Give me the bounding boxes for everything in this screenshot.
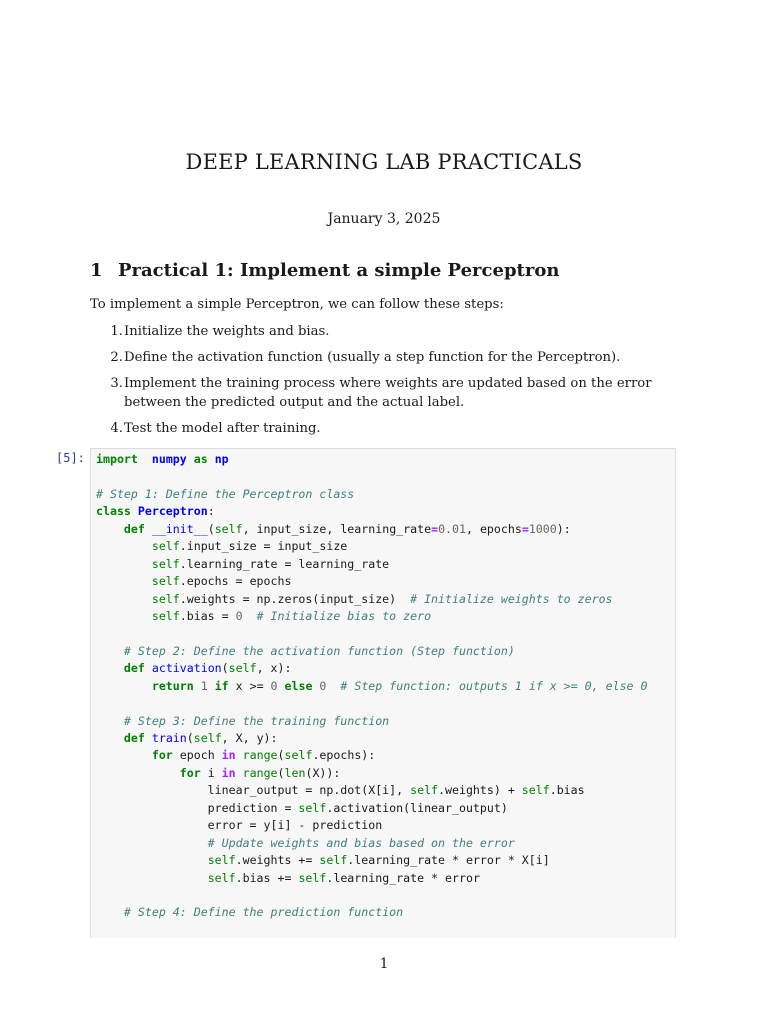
code-token: self bbox=[151, 591, 180, 606]
code-token: ( bbox=[207, 521, 215, 536]
code-line bbox=[96, 538, 675, 555]
code-token: for bbox=[179, 765, 201, 780]
code-token: def bbox=[123, 521, 145, 536]
code-token: .input_size = input_size bbox=[179, 539, 348, 554]
code-token: # Initialize weights to zeros bbox=[410, 591, 613, 606]
code-line bbox=[96, 678, 675, 695]
code-token: self bbox=[228, 661, 257, 676]
code-line bbox=[96, 817, 675, 834]
code-token bbox=[145, 522, 152, 536]
code-token: 1000 bbox=[528, 521, 557, 536]
code-token bbox=[96, 679, 152, 693]
list-item-text: Test the model after training. bbox=[124, 421, 321, 436]
code-token bbox=[131, 504, 138, 518]
code-token: activation bbox=[151, 661, 222, 676]
code-token: range bbox=[242, 748, 278, 763]
code-token: class bbox=[96, 504, 131, 519]
cell-prompt: [5]: bbox=[56, 451, 85, 465]
code-line bbox=[96, 521, 675, 538]
code-token: in bbox=[221, 748, 236, 763]
code-token: self bbox=[151, 539, 180, 554]
code-block bbox=[91, 449, 675, 922]
code-token: ): bbox=[556, 521, 571, 536]
code-token bbox=[208, 452, 215, 466]
code-token: len bbox=[284, 765, 306, 780]
code-token bbox=[194, 679, 201, 693]
code-token: .bias bbox=[549, 783, 585, 798]
code-token: self bbox=[521, 783, 550, 798]
code-token bbox=[138, 452, 152, 466]
code-token: for bbox=[151, 748, 173, 763]
code-token: , X, y): bbox=[221, 731, 278, 745]
code-token bbox=[229, 679, 236, 693]
code-line bbox=[96, 660, 675, 677]
code-token bbox=[96, 644, 124, 658]
code-line bbox=[96, 782, 675, 799]
code-line bbox=[96, 503, 675, 520]
code-token bbox=[208, 679, 215, 693]
code-line bbox=[96, 591, 675, 608]
code-line bbox=[96, 468, 675, 485]
code-token: as bbox=[193, 452, 208, 466]
code-token bbox=[187, 452, 194, 466]
code-token bbox=[96, 522, 124, 536]
steps-list bbox=[90, 322, 680, 445]
code-token bbox=[96, 853, 208, 867]
code-token bbox=[236, 766, 243, 780]
code-token: self bbox=[151, 556, 180, 571]
code-token: , epochs bbox=[465, 521, 522, 536]
list-item-number: 3. bbox=[110, 376, 123, 391]
list-item-text: Define the activation function (usually a step function for the Perceptron). bbox=[124, 350, 621, 365]
code-token: .learning_rate * error * X[i] bbox=[347, 853, 550, 868]
code-token: error = y[i] - prediction bbox=[96, 818, 383, 833]
code-token: def bbox=[123, 731, 145, 745]
list-item-text: Initialize the weights and bias. bbox=[124, 324, 330, 339]
code-token: (X)): bbox=[305, 765, 341, 780]
code-line bbox=[96, 608, 675, 625]
code-token: # Step function: outputs 1 if x >= 0, else 0 bbox=[340, 678, 648, 693]
code-token: # Step 2: Define the activation function (Step function) bbox=[123, 643, 515, 658]
code-token bbox=[278, 679, 285, 693]
code-token bbox=[96, 609, 152, 623]
list-item bbox=[90, 322, 680, 341]
code-token bbox=[96, 574, 152, 588]
code-token: ( bbox=[221, 661, 229, 676]
code-token: x >= bbox=[235, 678, 271, 693]
code-line bbox=[96, 643, 675, 660]
code-token: Perceptron bbox=[137, 504, 208, 519]
list-item bbox=[90, 348, 680, 367]
code-line bbox=[96, 800, 675, 817]
code-token: .epochs): bbox=[312, 748, 376, 763]
code-token: , input_size, learning_rate bbox=[242, 521, 432, 536]
code-token: , x): bbox=[256, 661, 292, 676]
code-line bbox=[96, 870, 675, 887]
code-token bbox=[236, 748, 243, 762]
code-token: .weights += bbox=[235, 853, 320, 868]
code-token: .bias = bbox=[179, 608, 236, 623]
code-token: # Initialize bias to zero bbox=[256, 608, 432, 623]
code-line bbox=[96, 451, 675, 468]
code-token: i bbox=[200, 765, 222, 780]
code-token: ( bbox=[186, 731, 194, 745]
code-line bbox=[96, 625, 675, 642]
code-token: = bbox=[521, 521, 529, 536]
code-token: 0.01 bbox=[438, 521, 466, 536]
document-title: DEEP LEARNING LAB PRACTICALS bbox=[185, 150, 583, 174]
code-token: .activation(linear_output) bbox=[326, 800, 508, 815]
code-line bbox=[96, 573, 675, 590]
code-token bbox=[96, 731, 124, 745]
code-token bbox=[96, 766, 180, 780]
list-item-number: 1. bbox=[110, 324, 123, 339]
code-line bbox=[96, 852, 675, 869]
code-token bbox=[326, 679, 340, 693]
code-line bbox=[96, 713, 675, 730]
code-token: self bbox=[284, 748, 313, 763]
code-token: self bbox=[298, 800, 327, 815]
code-token: # Step 4: Define the prediction function bbox=[123, 905, 404, 920]
code-token: self bbox=[214, 521, 243, 536]
code-token: .bias += bbox=[235, 870, 299, 885]
list-item-number: 2. bbox=[110, 350, 123, 365]
section-heading bbox=[90, 260, 559, 281]
code-token: self bbox=[319, 853, 348, 868]
code-token: numpy bbox=[151, 452, 187, 466]
code-token: : bbox=[207, 504, 215, 519]
code-token: import bbox=[96, 452, 138, 466]
list-item bbox=[90, 419, 680, 438]
code-line bbox=[96, 765, 675, 782]
code-token: ( bbox=[277, 748, 285, 763]
code-token: ( bbox=[277, 765, 285, 780]
code-token: self bbox=[207, 853, 236, 868]
code-line bbox=[96, 695, 675, 712]
code-token: 0 bbox=[319, 678, 327, 693]
section-title: Practical 1: Implement a simple Perceptron bbox=[118, 260, 560, 281]
code-token: self bbox=[298, 870, 327, 885]
code-token: .weights) + bbox=[438, 783, 522, 798]
code-token: if bbox=[214, 678, 229, 693]
code-token bbox=[96, 748, 152, 762]
code-token: 1 bbox=[200, 678, 208, 693]
section-intro: To implement a simple Perceptron, we can follow these steps: bbox=[90, 297, 504, 312]
code-token: __init__ bbox=[151, 521, 208, 536]
code-token bbox=[96, 661, 124, 675]
code-token: # Update weights and bias based on the error bbox=[207, 835, 515, 850]
code-token: # Step 1: Define the Perceptron class bbox=[96, 486, 355, 501]
code-token: epoch bbox=[172, 748, 222, 763]
code-line bbox=[96, 887, 675, 904]
code-token bbox=[96, 871, 208, 885]
page-number: 1 bbox=[379, 956, 389, 972]
code-token: .learning_rate * error bbox=[326, 870, 480, 885]
code-token: self bbox=[151, 574, 180, 589]
list-item-number: 4. bbox=[110, 421, 123, 436]
code-token: .learning_rate = learning_rate bbox=[179, 556, 390, 571]
list-item-text: Implement the training process where weights are updated based on the error between the predicted output and the actual label. bbox=[124, 376, 652, 410]
code-token: train bbox=[151, 731, 187, 745]
code-line bbox=[96, 904, 675, 921]
code-token bbox=[96, 714, 124, 728]
code-token bbox=[243, 609, 257, 623]
code-token: .weights = np.zeros(input_size) bbox=[179, 591, 411, 606]
section-number: 1 bbox=[90, 260, 103, 281]
code-token: np bbox=[214, 452, 229, 466]
code-token bbox=[96, 836, 208, 850]
code-token bbox=[96, 557, 152, 571]
code-line bbox=[96, 835, 675, 852]
code-token bbox=[145, 731, 152, 745]
code-line bbox=[96, 730, 675, 747]
code-token: else bbox=[284, 678, 313, 693]
code-token: in bbox=[221, 765, 236, 780]
code-token: .epochs = epochs bbox=[179, 574, 292, 589]
code-token bbox=[96, 592, 152, 606]
code-token: return bbox=[151, 678, 194, 693]
code-token: linear_output = np.dot(X[i], bbox=[96, 783, 411, 798]
code-token bbox=[96, 539, 152, 553]
code-token: self bbox=[207, 870, 236, 885]
code-line bbox=[96, 486, 675, 503]
code-token: = bbox=[431, 521, 439, 536]
code-token: self bbox=[193, 731, 222, 745]
document-date: January 3, 2025 bbox=[327, 211, 441, 227]
code-token: 0 bbox=[235, 608, 243, 623]
code-token: 0 bbox=[270, 678, 278, 693]
code-cell[interactable] bbox=[90, 448, 676, 938]
code-token: self bbox=[151, 608, 180, 623]
code-token bbox=[145, 661, 152, 675]
code-token: def bbox=[123, 661, 145, 676]
code-token bbox=[96, 905, 124, 919]
code-token: prediction = bbox=[96, 800, 299, 815]
code-token: range bbox=[242, 765, 278, 780]
code-line bbox=[96, 747, 675, 764]
list-item bbox=[90, 374, 680, 412]
code-line bbox=[96, 556, 675, 573]
code-token: # Step 3: Define the training function bbox=[123, 713, 390, 728]
code-token: self bbox=[410, 783, 439, 798]
